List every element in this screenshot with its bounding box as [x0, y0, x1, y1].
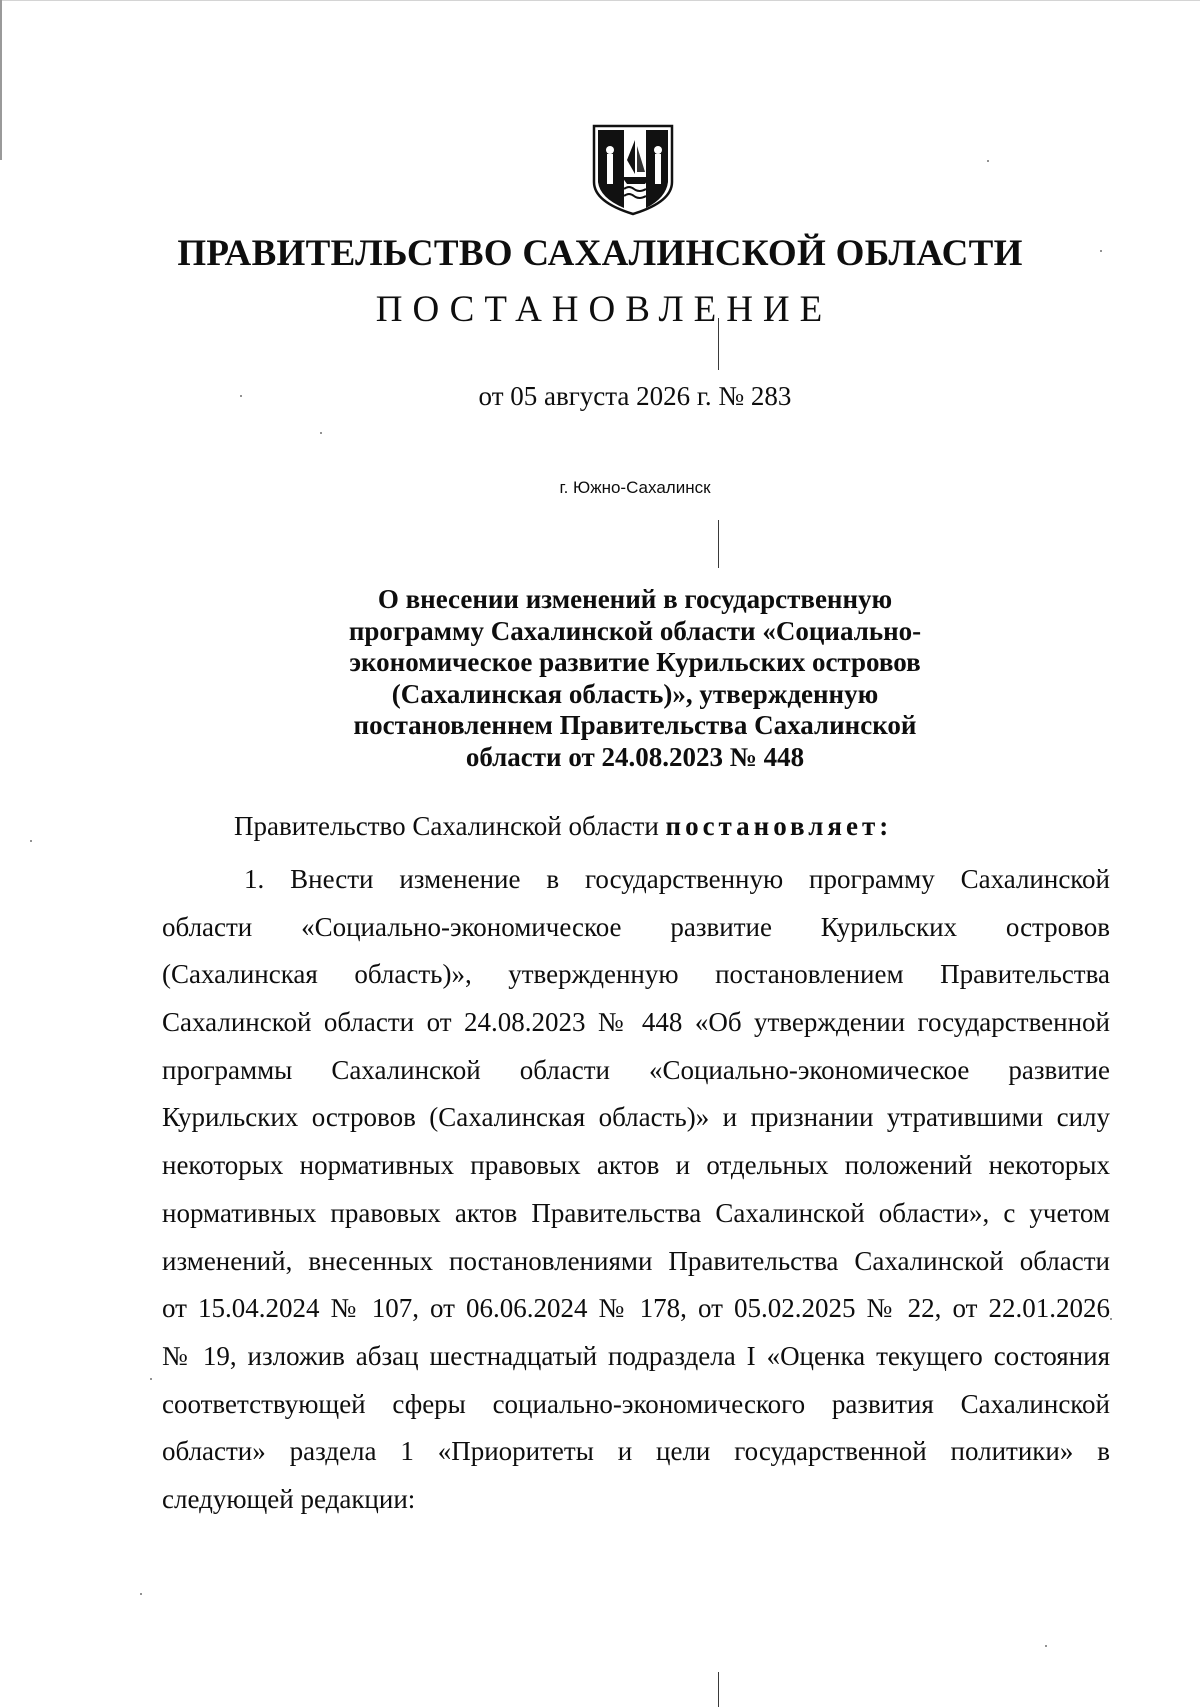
preamble-verb: постановляет:: [665, 811, 893, 841]
document-city: г. Южно-Сахалинск: [559, 478, 711, 497]
subject-line: программу Сахалинской области «Социально-: [348, 615, 922, 646]
subject-line: экономическое развитие Курильских островов: [349, 647, 921, 677]
body-line: области» раздела 1 «Приоритеты и цели государственной политики» в: [162, 1436, 1110, 1467]
scan-speck: [1110, 1318, 1112, 1320]
scan-speck: [1045, 1645, 1047, 1647]
document-subject: [300, 584, 970, 773]
scan-artifact-line: [718, 520, 719, 568]
body-line: нормативных правовых актов Правительства Сахалинской области», с учетом: [162, 1197, 1110, 1228]
scan-speck: [987, 160, 989, 162]
document-date-number: от 05 августа 2026 г. № 283: [478, 381, 792, 411]
body-line: от 15.04.2024 № 107, от 06.06.2024 № 178, от 05.02.2025 № 22, от 22.01.2026: [162, 1293, 1110, 1324]
scan-edge-left: [0, 0, 2, 160]
body-line: изменений, внесенных постановлениями Правительства Сахалинской области: [162, 1245, 1110, 1276]
subject-line: области от 24.08.2023 № 448: [465, 741, 805, 772]
scan-speck: [140, 1593, 142, 1595]
preamble: [234, 811, 892, 842]
body-line: области «Социально-экономическое развитие Курильских островов: [162, 911, 1110, 942]
body-line: Курильских островов (Сахалинская область)» и признании утратившими силу: [162, 1102, 1110, 1133]
body-line: 1. Внести изменение в государственную программу Сахалинской: [244, 864, 1110, 894]
subject-line: (Сахалинская область)», утвержденную: [391, 678, 879, 709]
scan-edge-top: [0, 0, 1200, 1]
body-line: № 19, изложив абзац шестнадцатый подраздела I «Оценка текущего состояния: [162, 1340, 1110, 1371]
scan-speck: [30, 840, 32, 842]
scan-speck: [320, 432, 322, 434]
organization-title: ПРАВИТЕЛЬСТВО САХАЛИНСКОЙ ОБЛАСТИ: [177, 233, 1023, 274]
sakhalin-coat-of-arms-icon: [588, 122, 678, 217]
body-line: программы Сахалинской области «Социально-экономическое развитие: [162, 1054, 1110, 1085]
scan-artifact-line: [718, 1672, 719, 1707]
subject-line: постановленнем Правительства Сахалинской: [353, 710, 917, 740]
body-paragraph: [162, 856, 1110, 1524]
body-line: Сахалинской области от 24.08.2023 № 448 «Об утверждении государственной: [162, 1007, 1110, 1038]
body-line: следующей редакции:: [162, 1483, 416, 1514]
scan-speck: [150, 1378, 152, 1380]
body-line: некоторых нормативных правовых актов и отдельных положений некоторых: [162, 1150, 1110, 1181]
body-line: соответствующей сферы социально-экономического развития Сахалинской: [162, 1388, 1110, 1419]
body-line: (Сахалинская область)», утвержденную постановлением Правительства: [162, 959, 1110, 990]
subject-line: О внесении изменений в государственную: [377, 584, 893, 614]
preamble-text: Правительство Сахалинской области: [234, 811, 659, 841]
document-type-title: ПОСТАНОВЛЕНИЕ: [375, 289, 833, 330]
